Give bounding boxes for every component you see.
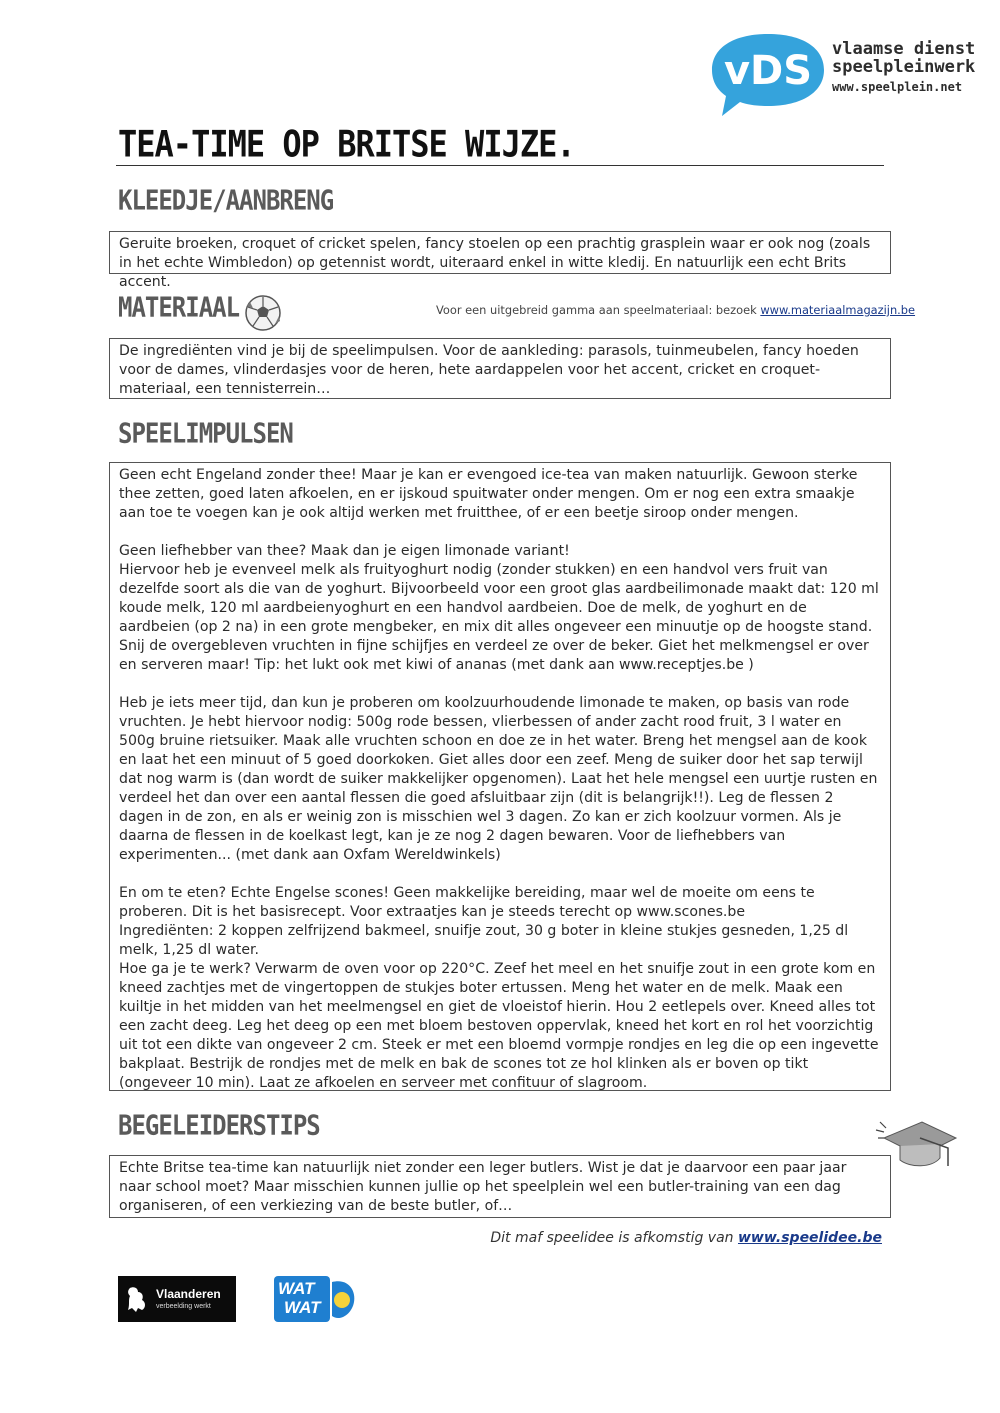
lion-icon: [124, 1284, 150, 1314]
credit-text: Dit maf speelidee is afkomstig van: [490, 1230, 738, 1246]
materiaal-note: [436, 303, 915, 317]
heading-speelimpulsen: SPEELIMPULSEN: [118, 417, 293, 450]
heading-begeleiderstips: BEGELEIDERSTIPS: [118, 1109, 320, 1142]
speelidee-link[interactable]: www.speelidee.be: [737, 1230, 882, 1246]
vds-logo-text: vDS: [723, 48, 813, 94]
org-line-1: vlaamse dienst: [832, 39, 976, 59]
paragraph-ice-tea: Geen echt Engeland zonder thee! Maar je kan er evengoed ice-tea van maken natuurlijk. Gewoon sterke thee zetten, goed laten afkoelen, en er ijskoud spuitwater onder mengen. Om er nog een extra smaakje aan toe te voegen kan je ook altijd werken met fruitthee, of er een beetje siroop onder mengen.: [119, 467, 858, 521]
watwat-text-2: WAT: [284, 1298, 321, 1317]
org-url[interactable]: www.speelplein.net: [832, 80, 963, 94]
paragraph-scones: En om te eten? Echte Engelse scones! Geen makkelijke bereiding, maar wel de moeite om eens te proberen. Dit is het basisrecept. Voor extraatjes kan je steeds terecht op www.scones.be Ingrediënten: 2 koppen zelfrijzend bakmeel, snuifje zout, 30 g boter in kleine stukjes gesneden, 1,25 dl melk, 1,25 dl water. Hoe ga je te werk? Verwarm de oven voor op 220°C. Zeef het meel en het snuifje zout in een grote kom en kneed zachtjes met de vingertoppen de stukjes boter ertussen. Meng het water en de melk. Maak een kuiltje in het midden van het meelmengsel en giet de vloeistof hierin. Hou 2 eetlepels over. Kneed alles tot een zacht deeg. Leg het deeg op een met bloem bestoven oppervlak, kneed het kort en rol het voorzichtig uit tot een dikte van ongeveer 2 cm. Steek er met een bloemd vormpje rondjes en leg die op een ingevette bakplaat. Bestrijk de rondjes met de melk en bak de scones tot ze hol klinken als er boven op tikt (ongeveer 10 min). Laat ze afkoelen en serveer met confituur of slagroom.: [119, 885, 879, 1091]
title-divider: [116, 165, 884, 166]
heading-kleedje: KLEEDJE/AANBRENG: [118, 184, 334, 217]
org-line-2: speelpleinwerk: [832, 57, 976, 77]
paragraph-koolzuur: Heb je iets meer tijd, dan kun je proberen om koolzuurhoudende limonade te maken, op basis van rode vruchten. Je hebt hiervoor nodig: 500g rode bessen, vlierbessen of ander zacht rood fruit, 3 l water en 500g bruine rietsuiker. Maak alle vruchten schoon en doe ze in het water. Breng het mengsel aan de kook en laat het een minuut of 5 goed doorkoken. Giet alles door een zeef. Meng de suiker door het sap terwijl dat nog warm is (dan wordt de suiker makkelijker opgenomen). Laat het hele mengsel een uurtje rusten en verdeel het dan over een aantal flessen die goed afsluitbaar zijn (dit is belangrijk!!). Leg de flessen 2 dagen in de zon, en als er weinig zon is misschien wel 3 dagen. Zo kan er zich koolzuur vormen. Als je daarna de flessen in de koelkast legt, kan je ze nog 2 dagen bewaren. Voor de liefhebbers van experimenten... (met dank aan Oxfam Wereldwinkels): [119, 695, 878, 863]
vds-logo: [708, 30, 828, 120]
watwat-logo: [274, 1276, 356, 1322]
materiaal-note-text: Voor een uitgebreid gamma aan speelmateriaal: bezoek: [436, 303, 761, 317]
text-kleedje: Geruite broeken, croquet of cricket spelen, fancy stoelen op een prachtig grasplein waar er ook nog (zoals in het echte Wimbledon) op getennist wordt, uiteraard enkel in witte kledij. En natuurlijk een echt Brits accent.: [119, 236, 871, 290]
vlaanderen-text: Vlaanderen: [156, 1287, 221, 1301]
credit-line: [490, 1230, 882, 1246]
watwat-text-1: WAT: [278, 1279, 315, 1298]
box-speelimpulsen: [109, 462, 891, 1091]
text-begeleiderstips: Echte Britse tea-time kan natuurlijk niet zonder een leger butlers. Wist je dat je daarvoor een paar jaar naar school moet? Maar misschien kunnen jullie op het speelplein wel een butler-training van een dag organiseren, of een verkiezing van de beste butler, of…: [119, 1160, 847, 1214]
vlaanderen-logo: [118, 1276, 236, 1322]
org-name-block: [832, 40, 982, 96]
box-kleedje: [109, 231, 891, 290]
box-materiaal: [109, 338, 891, 399]
vlaanderen-subtext: verbeelding werkt: [156, 1303, 211, 1310]
box-begeleiderstips: [109, 1155, 891, 1218]
materiaal-link[interactable]: www.materiaalmagazijn.be: [760, 303, 916, 317]
paragraph-limonade: Geen liefhebber van thee? Maak dan je eigen limonade variant! Hiervoor heb je evenveel melk als fruityoghurt nodig (zonder stukken) en een handvol vers fruit van dezelfde soort als die van de yoghurt. Bijvoorbeeld voor een groot glas aardbeilimonade maakt dat: 120 ml koude melk, 120 ml aardbeienyoghurt en een handvol aardbeien. Doe de melk, de yoghurt en de aardbeien (op 2 na) in een grote mengbeker, en mix dit alles ongeveer een minuutje op de hoogste stand. Snij de overgebleven vruchten in fijne schijfjes en verdeel ze over de beker. Giet het melkmengsel er over en serveren maar! Tip: het lukt ook met kiwi of ananas (met dank aan www.receptjes.be ): [119, 543, 879, 673]
text-materiaal: De ingrediënten vind je bij de speelimpulsen. Voor de aankleding: parasols, tuinmeubelen, fancy hoeden voor de dames, vlinderdasjes voor de heren, hete aardappelen voor het accent, cricket en croquet-materiaal, een tennisterrein…: [119, 343, 859, 397]
soccer-ball-icon: [244, 294, 282, 332]
heading-materiaal: MATERIAAL: [118, 291, 240, 324]
page-title: TEA-TIME OP BRITSE WIJZE.: [118, 122, 575, 166]
